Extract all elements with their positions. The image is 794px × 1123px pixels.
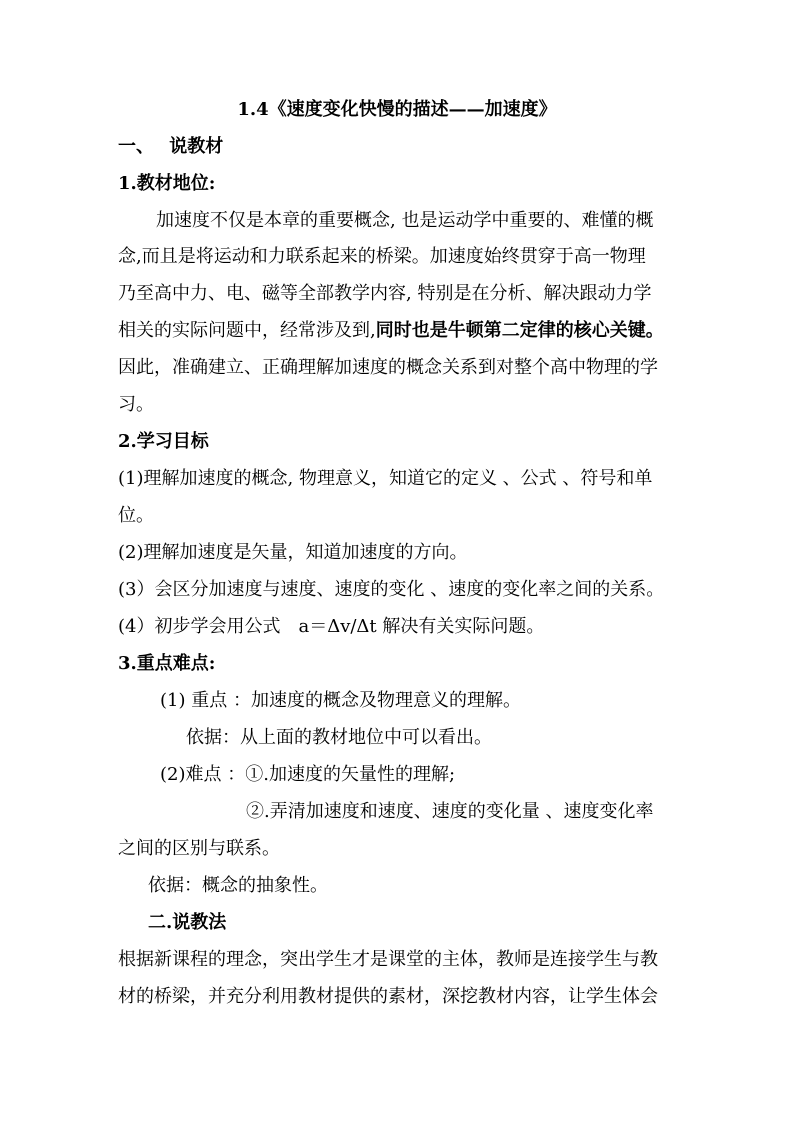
paragraph-line: 因此，准确建立、正确理解加速度的概念关系到对整个高中物理的学 [118,357,658,378]
section-heading-textbook: 一、 说教材 [118,136,224,157]
paragraph-line: 加速度不仅是本章的重要概念, 也是运动学中重要的、难懂的概 [156,210,654,231]
key-point-basis: 依据：从上面的教材地位中可以看出。 [186,727,492,748]
key-point-difficulty: ②.弄清加速度和速度、速度的变化量 、速度变化率 [246,801,654,822]
document-title: 1.4《速度变化快慢的描述——加速度》 [237,99,557,120]
paragraph-line: 念,而且是将运动和力联系起来的桥梁。加速度始终贯穿于高一物理 [118,246,646,267]
goal-item: (2)理解加速度是矢量，知道加速度的方向。 [118,542,468,563]
goal-item-continuation: 位。 [118,505,154,526]
goal-item: (4）初步学会用公式 a＝Δv/Δt 解决有关实际问题。 [118,616,545,637]
paragraph-line: 习。 [118,394,154,415]
paragraph-line: 材的桥梁，并充分利用教材提供的素材，深挖教材内容，让学生体会 [118,986,658,1007]
goal-item: (1)理解加速度的概念, 物理意义，知道它的定义 、公式 、符号和单 [118,468,653,489]
paragraph-line [118,319,664,343]
key-point-basis: 依据：概念的抽象性。 [148,875,328,896]
paragraph-line: 根据新课程的理念，突出学生才是课堂的主体，教师是连接学生与教 [118,949,658,970]
subheading-learning-goals: 2.学习目标 [118,431,209,452]
key-point-difficulty-continuation: 之间的区别与联系。 [118,838,280,859]
paragraph-line: 乃至高中力、电、磁等全部教学内容, 特别是在分析、解决跟动力学 [118,283,652,304]
subheading-key-points: 3.重点难点: [118,653,216,674]
section-heading-teaching-method: 二.说教法 [148,912,227,933]
key-point-difficulty: (2)难点 ：①.加速度的矢量性的理解; [160,764,456,785]
emphasized-text: 同时也是牛顿第二定律的核心关键。 [375,320,664,341]
key-point-focus: (1) 重点 ：加速度的概念及物理意义的理解。 [160,690,521,711]
goal-item: (3）会区分加速度与速度、速度的变化 、速度的变化率之间的关系。 [118,579,665,600]
subheading-textbook-position: 1.教材地位: [118,173,216,194]
paragraph-text: 相关的实际问题中，经常涉及到, [118,320,376,341]
